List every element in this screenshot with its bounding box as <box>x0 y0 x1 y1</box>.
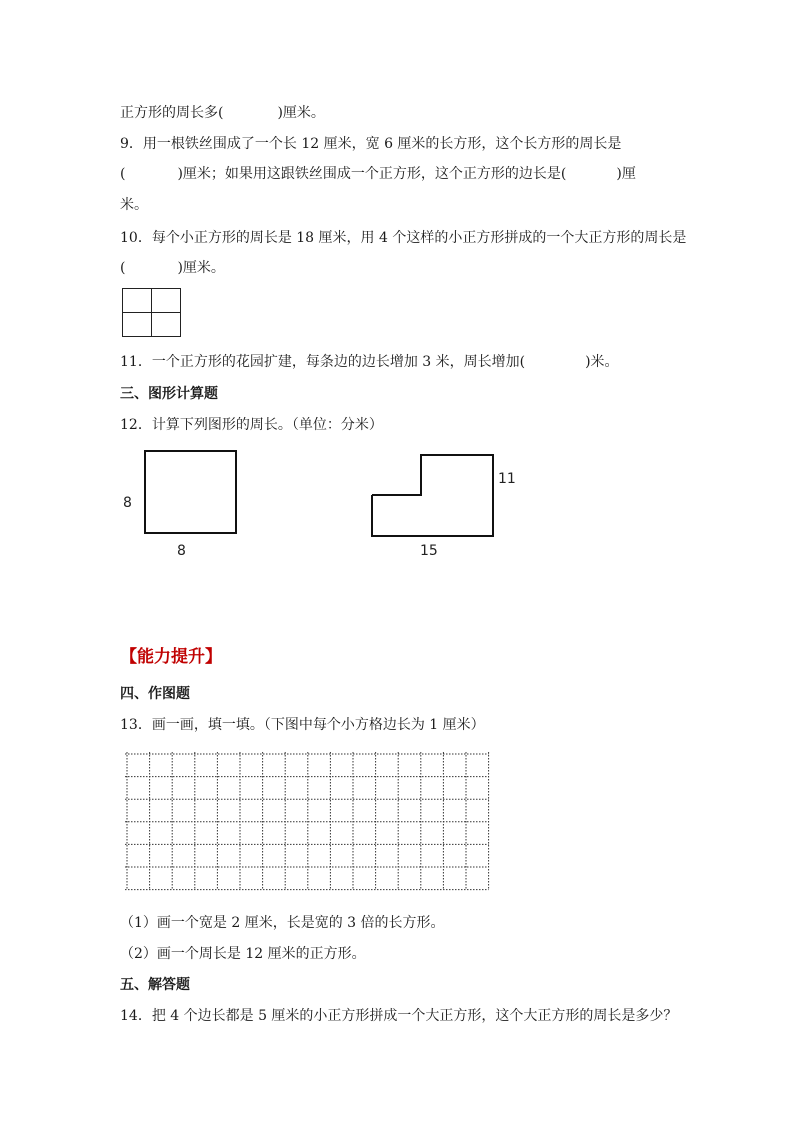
q10-close: )厘米。 <box>177 260 225 276</box>
q12-l-shape-figure <box>360 445 530 565</box>
shape-width-label: 15 <box>420 543 438 559</box>
q10-open: ( <box>120 260 126 276</box>
ability-improvement-header: 【能力提升】 <box>120 647 222 667</box>
q13-sub2: （2）画一个周长是 12 厘米的正方形。 <box>120 946 366 962</box>
q14-text: 14．把 4 个边长都是 5 厘米的小正方形拼成一个大正方形，这个大正方形的周长是多少？ <box>120 1008 678 1024</box>
q10-2x2-square-figure <box>122 288 182 338</box>
section3-heading: 三、图形计算题 <box>120 386 218 402</box>
q12-text: 12．计算下列图形的周长。（单位：分米） <box>120 417 383 433</box>
q11-line <box>120 352 619 372</box>
q11-close: )米。 <box>585 354 619 370</box>
section5-heading: 五、解答题 <box>120 977 190 993</box>
q8-text: 正方形的周长多( <box>120 105 224 121</box>
q9-close: )厘 <box>616 166 636 182</box>
square-bottom-label: 8 <box>177 543 186 559</box>
dotted-grid[interactable] <box>126 751 492 895</box>
q9-mid: )厘米；如果用这跟铁丝围成一个正方形，这个正方形的边长是( <box>177 166 567 182</box>
q9-line3: 米。 <box>120 197 148 213</box>
q8-tail-line <box>120 103 325 123</box>
q8-unit: )厘米。 <box>277 105 325 121</box>
q9-line1: 9．用一根铁丝围成了一个长 12 厘米，宽 6 厘米的长方形，这个长方形的周长是 <box>120 136 622 152</box>
q11-text: 11．一个正方形的花园扩建，每条边的边长增加 3 米，周长增加( <box>120 354 526 370</box>
section4-heading: 四、作图题 <box>120 686 190 702</box>
square-side-label: 8 <box>123 495 132 511</box>
q13-text: 13．画一画，填一填。（下图中每个小方格边长为 1 厘米） <box>120 717 485 733</box>
q10-line1: 10．每个小正方形的周长是 18 厘米，用 4 个这样的小正方形拼成的一个大正方形的周长是 <box>120 230 687 246</box>
q9-open: ( <box>120 166 126 182</box>
q12-square-figure <box>115 445 255 565</box>
q10-line2 <box>120 258 225 278</box>
q13-sub1: （1）画一个宽是 2 厘米，长是宽的 3 倍的长方形。 <box>120 915 445 931</box>
shape-height-label: 11 <box>498 471 516 487</box>
q9-line2 <box>120 164 636 184</box>
